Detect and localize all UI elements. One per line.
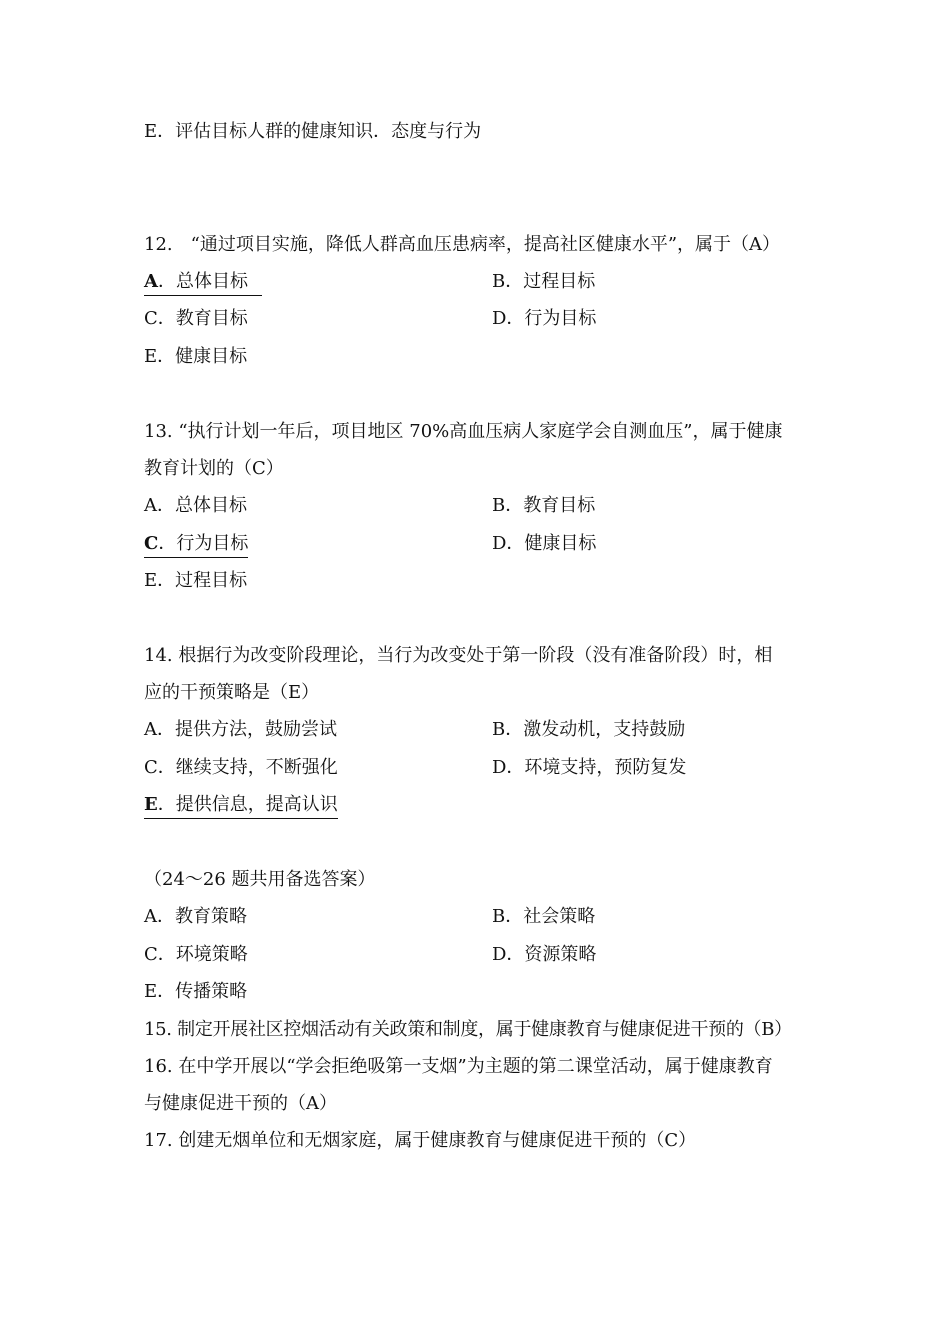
shared-options-header: （24～26 题共用备选答案） <box>144 869 376 890</box>
q12-option-d: D．行为目标 <box>492 308 597 329</box>
q13-option-d: D．健康目标 <box>492 533 597 554</box>
q12-option-a-text: ．总体目标 <box>157 271 248 292</box>
q15-stem: 15. 制定开展社区控烟活动有关政策和制度，属于健康教育与健康促进干预的（B） <box>144 1019 792 1040</box>
q12-option-e: E．健康目标 <box>144 346 248 367</box>
q16-stem-line2: 与健康促进干预的（A） <box>144 1093 337 1114</box>
q12-option-c: C．教育目标 <box>144 308 248 329</box>
q13-option-c-text: ．行为目标 <box>158 533 249 554</box>
q14-stem-line2: 应的干预策略是（E） <box>144 682 320 703</box>
q14-option-d: D．环境支持，预防复发 <box>492 757 687 778</box>
shared-option-b: B．社会策略 <box>492 906 596 927</box>
q14-option-a: A．提供方法，鼓励尝试 <box>144 719 337 740</box>
q13-option-c-letter: C <box>144 533 159 554</box>
q17-stem: 17. 创建无烟单位和无烟家庭，属于健康教育与健康促进干预的（C） <box>144 1130 697 1151</box>
shared-option-c: C．环境策略 <box>144 944 248 965</box>
q13-option-a: A．总体目标 <box>144 495 247 516</box>
q16-stem-line1: 16. 在中学开展以“学会拒绝吸第一支烟”为主题的第二课堂活动，属于健康教育 <box>144 1056 773 1077</box>
q13-option-c-correct <box>144 532 248 558</box>
q14-option-e-letter: E <box>144 794 158 815</box>
q12-option-b: B．过程目标 <box>492 271 596 292</box>
q13-stem-line2: 教育计划的（C） <box>144 458 284 479</box>
q12-option-a-letter: A <box>144 271 158 292</box>
q13-stem-line1: 13. “执行计划一年后，项目地区 70%高血压病人家庭学会自测血压”，属于健康 <box>144 421 783 442</box>
q14-option-e-correct <box>144 793 338 819</box>
q14-stem-line1: 14. 根据行为改变阶段理论，当行为改变处于第一阶段（没有准备阶段）时，相 <box>144 645 773 666</box>
q13-option-e: E．过程目标 <box>144 570 248 591</box>
q13-option-b: B．教育目标 <box>492 495 596 516</box>
shared-option-e: E．传播策略 <box>144 981 248 1002</box>
shared-option-d: D．资源策略 <box>492 944 597 965</box>
q12-option-a-correct <box>144 270 262 296</box>
q14-option-b: B．激发动机，支持鼓励 <box>492 719 686 740</box>
q11-option-e: E．评估目标人群的健康知识．态度与行为 <box>144 121 482 142</box>
q14-option-e-text: ．提供信息，提高认识 <box>157 794 338 815</box>
shared-option-a: A．教育策略 <box>144 906 247 927</box>
q14-option-c: C．继续支持，不断强化 <box>144 757 338 778</box>
q12-stem: 12. “通过项目实施，降低人群高血压患病率，提高社区健康水平”，属于（A） <box>144 234 781 255</box>
